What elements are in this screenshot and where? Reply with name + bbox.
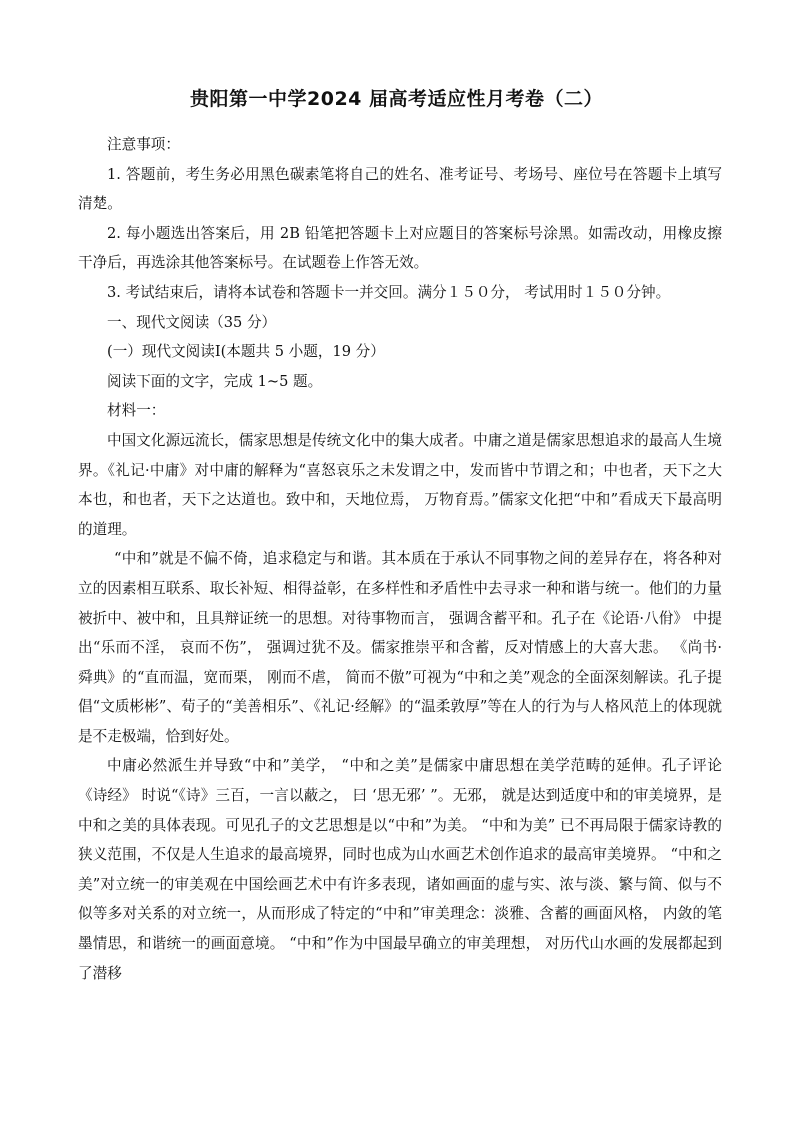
material-paragraph-1: 中国文化源远流长，儒家思想是传统文化中的集大成者。中庸之道是儒家思想追求的最高人生境界。《礼记·中庸》对中庸的解释为“喜怒哀乐之未发谓之中，发而皆中节谓之和；中也者，天下之大本也，和也者，天下之达道也。致中和，天地位焉， 万物育焉。”儒家文化把“中和”看成天下最高明的道理。 (78, 431, 722, 538)
material-label: 材料一： (107, 402, 166, 420)
section-subheading: (一）现代文阅读Ⅰ(本题共 5 小题，19 分） (107, 343, 385, 361)
page-body (78, 130, 722, 988)
notes-heading: 注意事项： (107, 136, 180, 153)
material-paragraph-3: 中庸必然派生并导致“中和”美学， “中和之美”是儒家中庸思想在美学范畴的延伸。孔子评论《诗经》 时说“《诗》三百，一言以蔽之， 曰 ‘思无邪’ ”。无邪， 就是达到适度中和的审美境界，是中和之美的具体表现。可见孔子的文艺思想是以“中和”为美。 “中和为美” 已不再局限于儒家诗教的狭义范围，不仅是人生追求的最高境界，同时也成为山水画艺术创作追求的最高审美境界。 “中和之美”对立统一的审美观在中国绘画艺术中有许多表现，诸如画面的虚与实、浓与淡、繁与简、似与不似等多对关系的对立统一，从而形成了特定的“中和”审美理念：淡雅、含蓄的画面风格， 内敛的笔墨情思，和谐统一的画面意境。 “中和”作为中国最早确立的审美理想， 对历代山水画的发展都起到了潜移 (78, 757, 722, 982)
note-item-3: 3. 考试结束后，请将本试卷和答题卡一并交回。满分１５０分， 考试用时１５０分钟。 (107, 283, 671, 301)
material-paragraph-2: “中和”就是不偏不倚，追求稳定与和谐。其本质在于承认不同事物之间的差异存在，将各种对立的因素相互联系、取长补短、相得益彰，在多样性和矛盾性中去寻求一种和谐与统一。他们的力量被折中、被中和，且具辩证统一的思想。对待事物而言， 强调含蓄平和。孔子在《论语·八佾》 中提出“乐而不淫， 哀而不伤”， 强调过犹不及。儒家推崇平和含蓄，反对情感上的大喜大悲。 《尚书·舜典》的“直而温，宽而栗， 刚而不虐， 简而不傲”可视为“中和之美”观念的全面深刻解读。孔子提倡“文质彬彬”、荀子的“美善相乐”、《礼记·经解》的“温柔敦厚”等在人的行为与人格风范上的体现就是不走极端，恰到好处。 (78, 550, 722, 745)
note-item-2: 2. 每小题选出答案后，用 2B 铅笔把答题卡上对应题目的答案标号涂黑。如需改动，用橡皮擦干净后，再选涂其他答案标号。在试题卷上作答无效。 (78, 224, 722, 272)
page-title: 贵阳第一中学2024 届高考适应性月考卷（二） (190, 88, 603, 110)
section-heading: 一、现代文阅读（35 分） (107, 313, 277, 331)
reading-instruction: 阅读下面的文字，完成 1~5 题。 (107, 372, 323, 390)
note-item-1: 1. 答题前，考生务必用黑色碳素笔将自己的姓名、准考证号、考场号、座位号在答题卡上填写清楚。 (78, 165, 722, 213)
